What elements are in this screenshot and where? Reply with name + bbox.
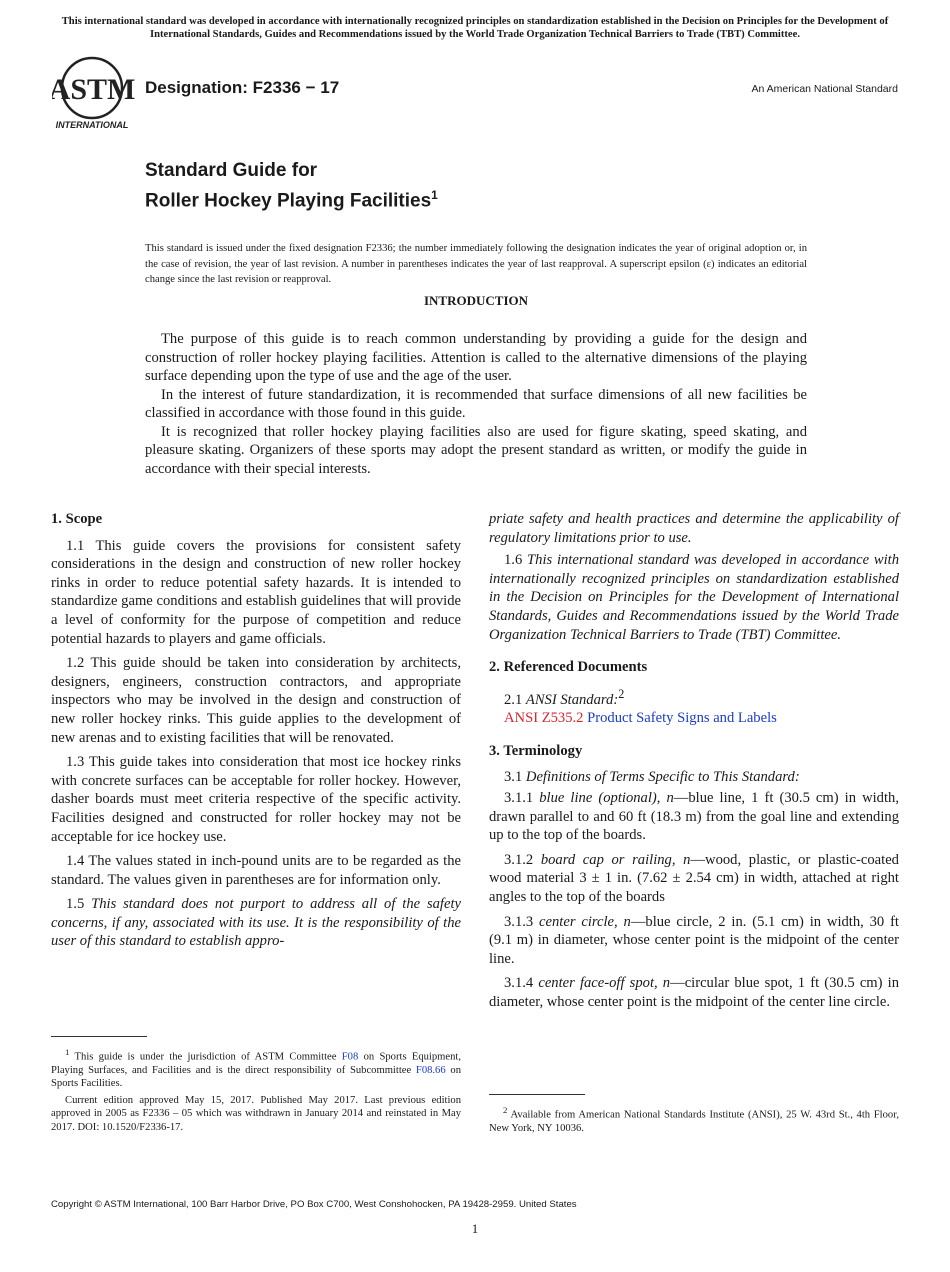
section-1-4: 1.4 The values stated in inch-pound units are to be regarded as the standard. The values given in parentheses are for information only. (51, 853, 461, 888)
title-line-1: Standard Guide for (145, 160, 318, 181)
footnote-2-text: Available from American National Standards Institute (ANSI), 25 W. 43rd St., 4th Floor, New York, NY 10036. (489, 1109, 899, 1134)
footnotes-right (489, 1104, 899, 1138)
introduction-heading: INTRODUCTION (423, 293, 528, 308)
term-definition: —blue circle, 2 in. (5.1 cm) in width, 30 ft (9.1 m) in diameter, whose center point is the midpoint of the center line. (489, 913, 899, 967)
footnote-1-text-c: on Sports Facilities. (51, 1064, 461, 1090)
section-1-6-num: 1.6 (504, 552, 523, 569)
term-name: center circle, n (539, 913, 631, 930)
issued-note: This standard is issued under the fixed designation F2336; the number immediately following the designation indicates the year of original adoption or, in the case of revision, the year of last revision. A number in parentheses indicates the year of last reapproval. A superscript epsilon (ε) indicates an editorial change since the last revision or reapproval. (145, 243, 807, 285)
section-1-6 (489, 551, 899, 644)
term-center-faceoff-spot (489, 974, 899, 1011)
term-name: blue line (optional), n (539, 789, 674, 806)
copyright: Copyright © ASTM International, 100 Barr Harbor Drive, PO Box C700, West Conshohocken, PA 19428-2959. United States (51, 1199, 577, 1210)
term-definition: —circular blue spot, 1 ft (30.5 cm) in diameter, whose center point is the midpoint of the center line circle. (489, 975, 899, 1010)
section-2-1-text: ANSI Standard: (525, 691, 619, 708)
section-1-5-text: This standard does not purport to address all of the safety concerns, if any, associated with its use. It is the responsibility of the user of this standard to establish appro- (51, 896, 461, 950)
footnotes-left (51, 1046, 461, 1137)
footnote-1 (51, 1046, 461, 1091)
left-column (51, 510, 461, 957)
section-2-1-num: 2.1 (504, 691, 523, 708)
term-blue-line (489, 789, 899, 845)
subcommittee-f08-66-link[interactable]: F08.66 (415, 1064, 446, 1076)
term-num: 3.1.4 (504, 975, 534, 992)
footnote-1-marker: 1 (65, 1047, 70, 1057)
section-3-1 (489, 768, 899, 787)
astm-logo (52, 55, 136, 133)
term-num: 3.1.2 (504, 851, 534, 868)
title-line-2-text: Roller Hockey Playing Facilities (145, 190, 432, 212)
designation: Designation: F2336 − 17 (145, 78, 340, 97)
term-num: 3.1.1 (504, 789, 534, 806)
section-1-2: 1.2 This guide should be taken into consideration by architects, designers, engineers, construction contractors, and appropriate inspectors who may be involved in the design and construction of new roller hockey rinks. This guide applies to the development of new arenas and to existing facilities that will be renovated. (51, 655, 461, 746)
footnote-2-marker: 2 (503, 1105, 508, 1115)
footnote-divider (489, 1094, 585, 1095)
ansi-code-link[interactable]: ANSI Z535.2 (504, 710, 584, 727)
intro-paragraph: It is recognized that roller hockey playing facilities also are used for figure skating, speed skating, and pleasure skating. Organizers of these sports may adopt the present standard as written, or modify the guide in accordance with their special interests. (145, 423, 807, 477)
title-line-2 (145, 183, 438, 213)
footnote-1-text-a: This guide is under the jurisdiction of ASTM Committee (74, 1051, 337, 1063)
section-1-6-text: This international standard was developed in accordance with internationally recognized principles on standardization established in the Decision on Principles for the Development of International Standards, Guides and Recommendations issued by the World Trade Organization Technical Barriers to Trade (TBT) Committee. (489, 552, 900, 643)
footnote-divider (51, 1036, 147, 1037)
logo-subtext: INTERNATIONAL (55, 120, 129, 130)
term-name: board cap or railing, n (540, 851, 691, 868)
section-1-1: 1.1 This guide covers the provisions for consistent safety considerations in the design and construction of new roller hockey rinks in order to reduce potential safety hazards. It is intended to standardize game conditions and establish guidelines that will provide a level of conformity for the purpose of competition and reduce potential hazards to players and game officials. (51, 537, 461, 647)
term-definition: —wood, plastic, or plastic-coated wood material 3 ± 1 in. (7.62 ± 2.54 cm) in width, attached at right angles to the top of the boards (489, 851, 899, 905)
section-1-3: 1.3 This guide takes into consideration that most ice hockey rinks with concrete surfaces can be acceptable for roller hockey. However, dasher boards must meet criteria respective of the specific activity. Facilities designed and constructed for roller hockey may not be acceptable for ice hockey use. (51, 754, 461, 845)
ansi-title-link[interactable]: Product Safety Signs and Labels (587, 710, 777, 727)
intro-paragraph: In the interest of future standardization, it is recommended that surface dimensions of all new facilities be classified in accordance with those found in this guide. (145, 386, 807, 421)
section-3-1-text: Definitions of Terms Specific to This Standard: (525, 769, 800, 786)
intro-paragraph: The purpose of this guide is to reach common understanding by providing a guide for the design and construction of roller hockey playing facilities. Attention is called to the alternative dimensions of the playing surface depending upon the type of use and the age of the user. (145, 331, 807, 384)
section-1-5 (51, 895, 461, 951)
referenced-documents-heading: 2. Referenced Documents (489, 659, 648, 676)
term-num: 3.1.3 (504, 913, 534, 930)
section-1-5-continued (489, 510, 899, 547)
scope-heading: 1. Scope (51, 511, 103, 527)
section-2-1 (489, 685, 899, 709)
footnote-2 (489, 1104, 899, 1135)
logo-text: ASTM (52, 73, 136, 106)
ansi-footnote-ref[interactable]: 2 (618, 686, 625, 701)
term-board-cap (489, 851, 899, 907)
section-3-1-num: 3.1 (504, 769, 523, 786)
term-name: center face-off spot, n (538, 975, 671, 992)
top-note: This international standard was developed in accordance with internationally recognized principles on standardization established in the Decision on Principles for the Development of International Standards, Guides and Recommendations issued by the World Trade Organization Technical Barriers to Trade (TBT) Committee. (61, 16, 889, 40)
section-1-5-cont-text: priate safety and health practices and determine the applicability of regulatory limitations prior to use. (489, 511, 899, 546)
page-number: 1 (471, 1221, 479, 1236)
page-title (145, 159, 438, 213)
committee-f08-link[interactable]: F08 (341, 1051, 359, 1063)
title-footnote-ref[interactable]: 1 (431, 188, 438, 202)
american-national-standard: An American National Standard (751, 83, 898, 95)
term-definition: —blue line, 1 ft (30.5 cm) in width, drawn parallel to and 60 ft (18.3 m) from the goal line and extending up to the top of the boards. (489, 789, 899, 844)
right-column (489, 510, 899, 1018)
terminology-heading: 3. Terminology (489, 742, 583, 759)
introduction (145, 330, 807, 478)
edition-note: Current edition approved May 15, 2017. Published May 2017. Last previous edition approved in 2005 as F2336 – 05 which was withdrawn in January 2014 and reinstated in May 2017. DOI: 10.1520/F2336-17. (51, 1094, 461, 1133)
term-center-circle (489, 913, 899, 969)
astm-logo-icon (52, 55, 136, 133)
section-1-5-num: 1.5 (66, 896, 85, 913)
footnote-1-text-b: on Sports Equipment, Playing Surfaces, and Facilities and is the direct responsibility of Subcommittee (51, 1051, 462, 1076)
ansi-reference (489, 709, 899, 728)
